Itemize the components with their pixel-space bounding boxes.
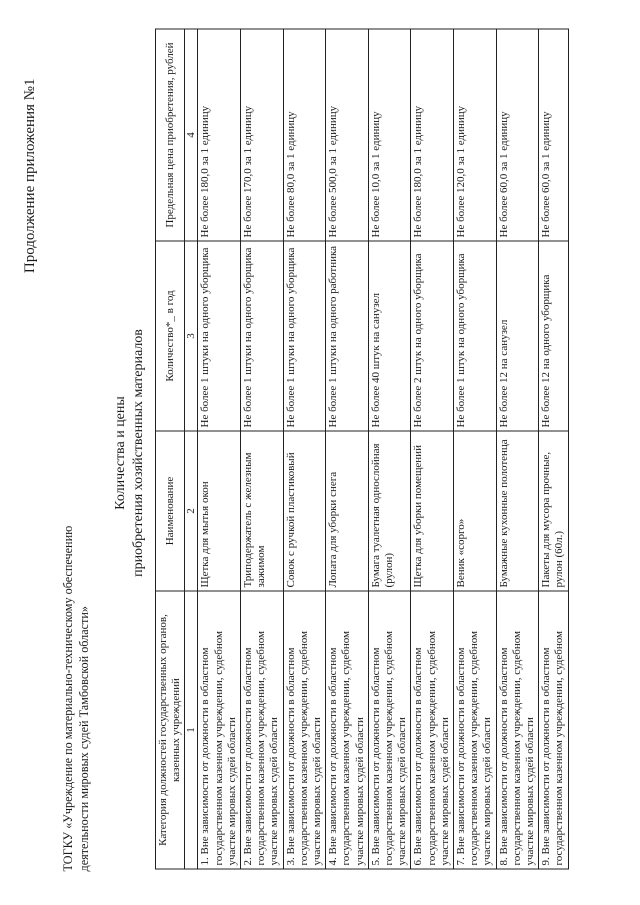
- cell-category: 7. Вне зависимости от должности в областном государственном казенном учреждении, судебном участке мировых судей области: [454, 591, 497, 869]
- cell-quantity: Не более 1 штуки на одного уборщика: [283, 241, 326, 431]
- table-row: [326, 29, 369, 869]
- table-row: [368, 29, 411, 869]
- cell-quantity: Не более 1 штуки на одного работника: [326, 241, 369, 431]
- table-row: [198, 29, 241, 869]
- document-subtitle: приобретения хозяйственных материалов: [131, 328, 146, 577]
- cell-category: 6. Вне зависимости от должности в областном государственном казенном учреждении, судебном участке мировых судей области: [411, 591, 454, 869]
- cell-category: 2. Вне зависимости от должности в областном государственном казенном учреждении, судебном участке мировых судей области: [241, 591, 284, 869]
- cell-price: Не более 180,0 за 1 единицу: [411, 29, 454, 241]
- cell-item-name: Веник «сорго»: [454, 431, 497, 591]
- column-number-row: [185, 29, 198, 869]
- cell-price: Не более 60,0 за 1 единицу: [539, 29, 568, 241]
- cell-price: Не более 500,0 за 1 единицу: [326, 29, 369, 241]
- table-row: [411, 29, 454, 869]
- column-number: 3: [185, 241, 198, 431]
- cell-item-name: Бумажные кухонные полотенца: [496, 431, 539, 591]
- cell-item-name: Лопата для уборки снега: [326, 431, 369, 591]
- table-row: [454, 29, 497, 869]
- cell-item-name: Триподержатель с железным зажимом: [241, 431, 284, 591]
- table-row: [496, 29, 539, 869]
- cell-quantity: Не более 1 штуки на одного уборщика: [198, 241, 241, 431]
- cell-category: 5. Вне зависимости от должности в областном государственном казенном учреждении, судебном участке мировых судей области: [368, 591, 411, 869]
- appendix-continuation-label: Продолжение приложения №1: [22, 78, 38, 273]
- cell-quantity: Не более 12 на санузел: [496, 241, 539, 431]
- cell-item-name: Пакеты для мусора прочные, рулон (60л.): [539, 431, 568, 591]
- table-row: [539, 29, 568, 869]
- column-number: 2: [185, 431, 198, 591]
- document-title: Количества и цены: [113, 395, 128, 510]
- cell-quantity: Не более 2 штук на одного уборщика: [411, 241, 454, 431]
- column-number: 4: [185, 29, 198, 241]
- table-row: [283, 29, 326, 869]
- cell-quantity: Не более 12 на одного уборщика: [539, 241, 568, 431]
- column-number: 1: [185, 591, 198, 869]
- cell-category: 9. Вне зависимости от должности в областном государственном казенном учреждении, судебном: [539, 591, 568, 869]
- cell-price: Не более 170,0 за 1 единицу: [241, 29, 284, 241]
- materials-table: [155, 28, 569, 869]
- cell-price: Не более 10,0 за 1 единицу: [368, 29, 411, 241]
- cell-quantity: Не более 1 штук на одного уборщика: [454, 241, 497, 431]
- cell-price: Не более 80,0 за 1 единицу: [283, 29, 326, 241]
- organization-line-1: ТОГКУ «Учреждение по материально-техническому обеспечению: [61, 525, 75, 871]
- cell-category: 4. Вне зависимости от должности в областном государственном казенном учреждении, судебном участке мировых судей области: [326, 591, 369, 869]
- table-header-row: [156, 29, 185, 869]
- table-row: [241, 29, 284, 869]
- cell-price: Не более 120,0 за 1 единицу: [454, 29, 497, 241]
- cell-category: 1. Вне зависимости от должности в областном государственном казенном учреждении, судебном участке мировых судей области: [198, 591, 241, 869]
- cell-quantity: Не более 1 штуки на одного уборщика: [241, 241, 284, 431]
- cell-item-name: Совок с ручкой пластиковый: [283, 431, 326, 591]
- organization-line-2: деятельности мировых судей Тамбовской области»: [77, 605, 91, 871]
- header-quantity: Количество*_ в год: [156, 241, 185, 431]
- cell-price: Не более 180,0 за 1 единицу: [198, 29, 241, 241]
- cell-item-name: Бумага туалетная однослойная (рулон): [368, 431, 411, 591]
- header-name: Наименование: [156, 431, 185, 591]
- header-price: Предельная цена приобретения, рублей: [156, 29, 185, 241]
- cell-category: 8. Вне зависимости от должности в областном государственном казенном учреждении, судебном участке мировых судей области: [496, 591, 539, 869]
- cell-price: Не более 60,0 за 1 единицу: [496, 29, 539, 241]
- cell-item-name: Щетка для мытья окон: [198, 431, 241, 591]
- header-category: Категория должностей государственных органов, казенных учреждений: [156, 591, 185, 869]
- cell-quantity: Не более 40 штук на санузел: [368, 241, 411, 431]
- organization-name: [60, 351, 92, 871]
- cell-category: 3. Вне зависимости от должности в областном государственном казенном учреждении, судебном участке мировых судей области: [283, 591, 326, 869]
- cell-item-name: Щетка для уборки помещений: [411, 431, 454, 591]
